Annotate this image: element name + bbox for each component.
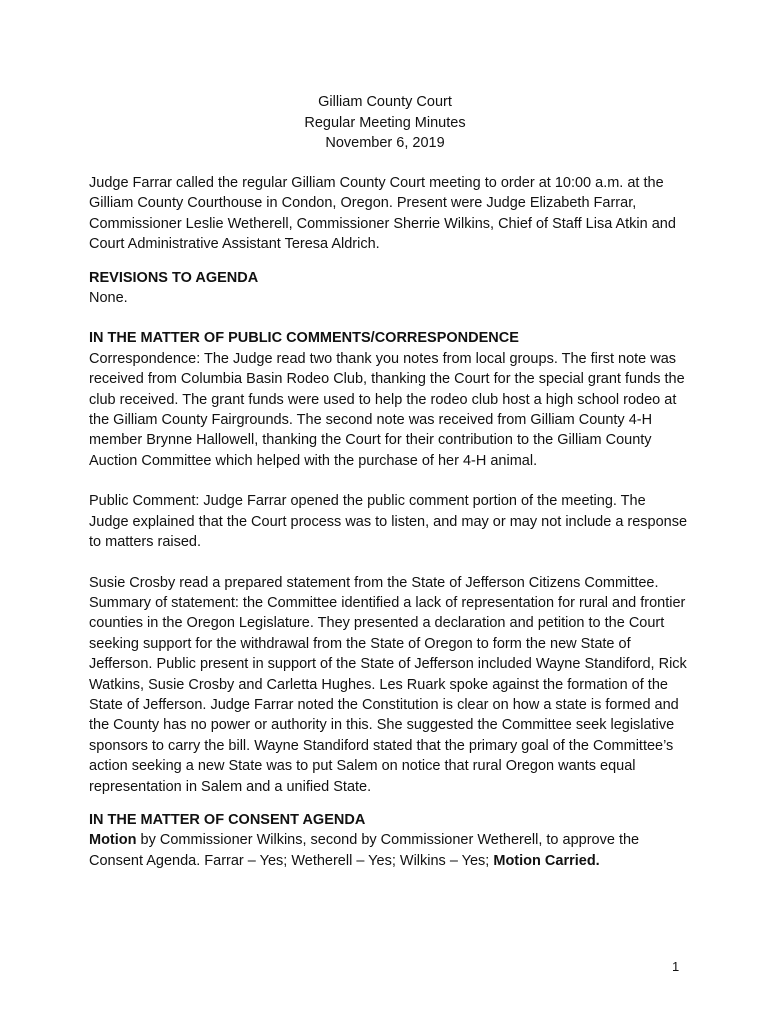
motion-label: Motion xyxy=(89,832,137,849)
document-body xyxy=(89,173,689,871)
meeting-type: Regular Meeting Minutes xyxy=(304,114,466,131)
public-comment-paragraph: Public Comment: Judge Farrar opened the public comment portion of the meeting. The Judge explained that the Court process was to listen, and may or may not include a response to matters raised. xyxy=(89,493,688,551)
court-name: Gilliam County Court xyxy=(318,94,452,110)
motion-result: Motion Carried. xyxy=(493,852,600,869)
intro-paragraph: Judge Farrar called the regular Gilliam County Court meeting to order at 10:00 a.m. at the Gilliam County Courthouse in Condon, Oregon. Present were Judge Elizabeth Farrar, Commissioner Leslie Wetherell, Commissioner Sherrie Wilkins, Chief of Staff Lisa Atkin and Court Administrative Assistant Teresa Aldrich. xyxy=(89,175,676,253)
public-comments-heading: IN THE MATTER OF PUBLIC COMMENTS/CORRESPONDENCE xyxy=(89,330,519,347)
revisions-heading: REVISIONS TO AGENDA xyxy=(89,269,259,286)
revisions-body: None. xyxy=(89,290,128,307)
motion-text: by Commissioner Wilkins, second by Commissioner Wetherell, to approve the Consent Agenda. Farrar – Yes; Wetherell – Yes; Wilkins – Yes; xyxy=(89,832,640,869)
document-header xyxy=(0,92,770,154)
consent-heading: IN THE MATTER OF CONSENT AGENDA xyxy=(89,811,366,828)
statement-paragraph: Susie Crosby read a prepared statement from the State of Jefferson Citizens Committee. Summary of statement: the Committee identified a lack of representation for rural and frontier counties in the Oregon Legislature. They presented a declaration and petition to the Court seeking support for the withdrawal from the State of Oregon to form the new State of Jefferson. Public present in support of the State of Jefferson included Wayne Standiford, Rick Watkins, Susie Crosby and Carletta Hughes. Les Ruark spoke against the formation of the State of Jefferson. Judge Farrar noted the Constitution is clear on how a state is formed and the County has no power or authority in this. She suggested the Committee seek legislative sponsors to carry the bill. Wayne Standiford stated that the primary goal of the Committee’s action seeking a new State was to put Salem on notice that rural Oregon wants equal representation in Salem and a unified State. xyxy=(89,574,687,795)
meeting-date: November 6, 2019 xyxy=(325,135,445,151)
consent-motion-paragraph xyxy=(89,830,689,871)
page-number: 1 xyxy=(672,959,680,974)
correspondence-paragraph: Correspondence: The Judge read two thank you notes from local groups. The first note was received from Columbia Basin Rodeo Club, thanking the Court for the special grant funds the club received. The grant funds were used to help the rodeo club host a high school rodeo at the Gilliam County Fairgrounds. The second note was received from Gilliam County 4-H member Brynne Hallowell, thanking the Court for their contribution to the Gilliam County Auction Committee which helped with the purchase of her 4-H animal. xyxy=(89,350,685,469)
